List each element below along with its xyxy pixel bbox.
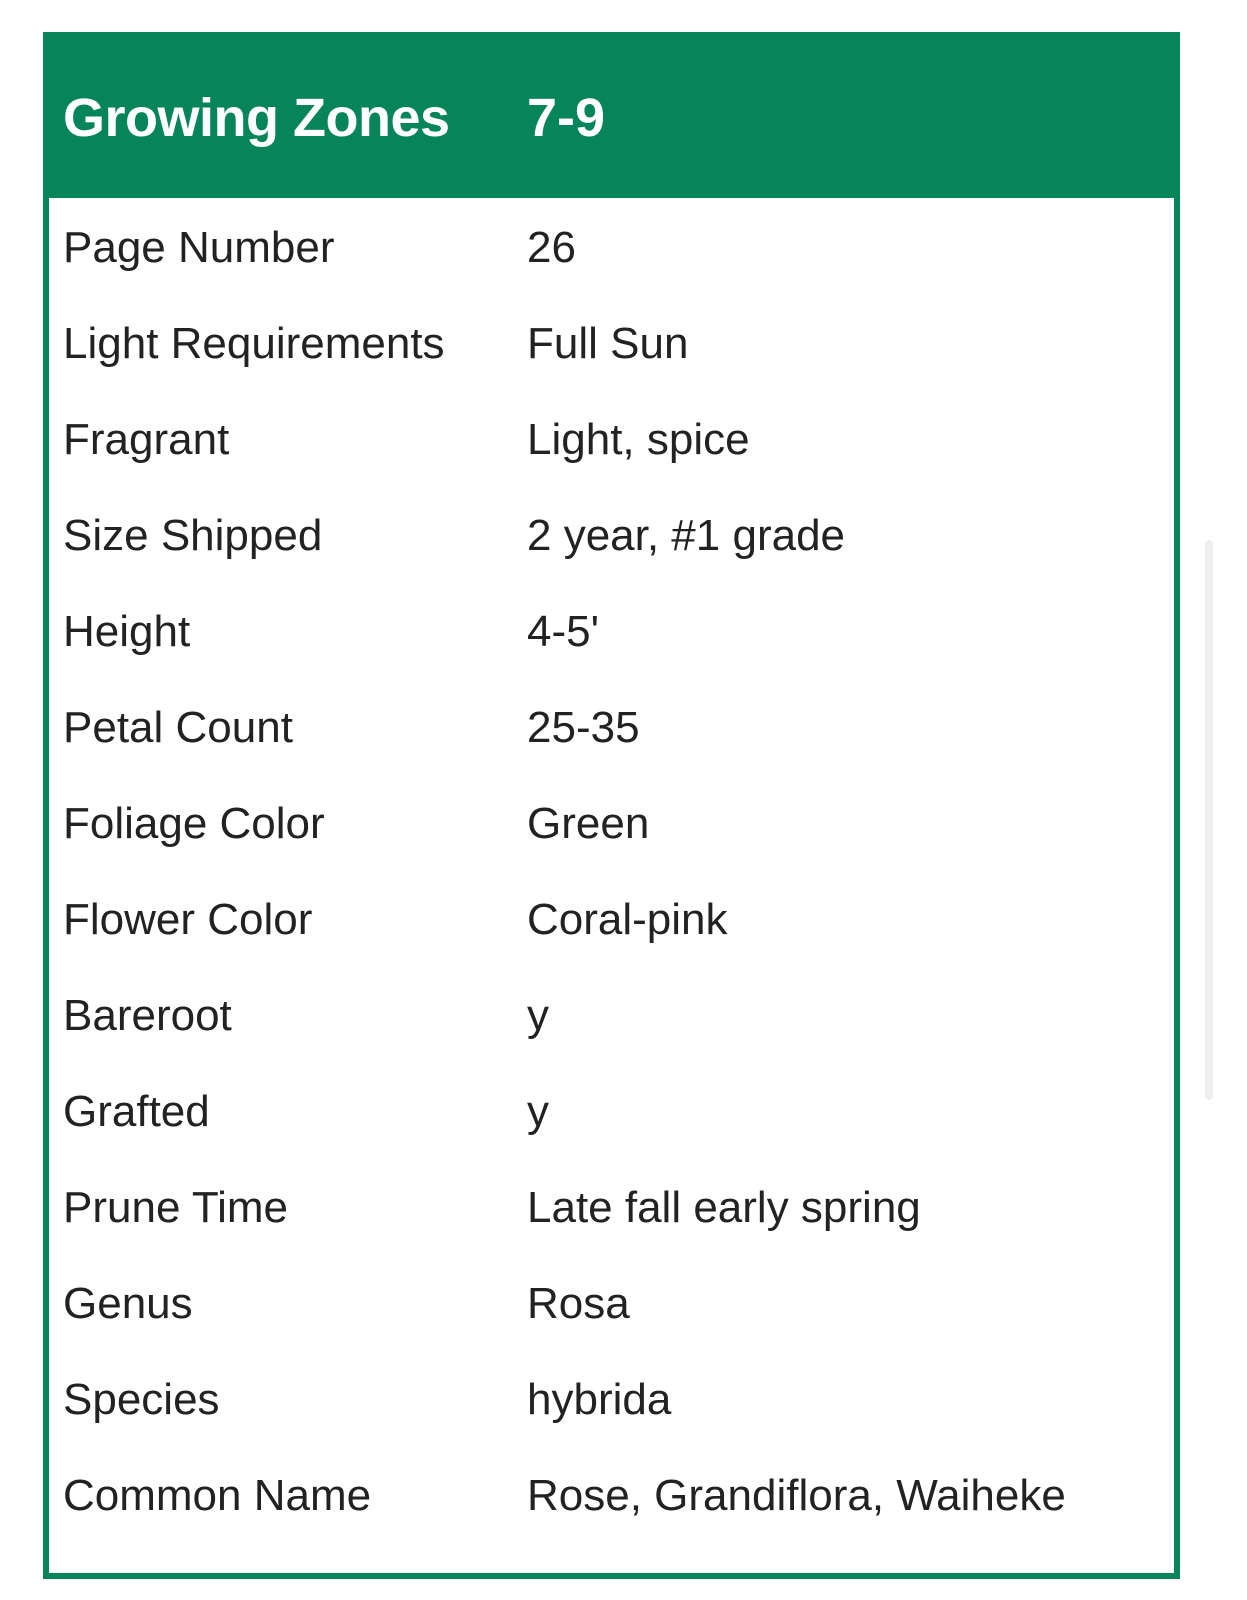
spec-label: Size Shipped	[63, 511, 323, 560]
spec-label: Petal Count	[63, 703, 293, 752]
spec-label: Flower Color	[63, 895, 313, 944]
spec-row-page-number	[49, 200, 1174, 296]
spec-value: y	[527, 1087, 549, 1136]
spec-value: Light, spice	[527, 415, 750, 464]
spec-value: 2 year, #1 grade	[527, 511, 846, 560]
spec-value: Late fall early spring	[527, 1183, 921, 1232]
spec-value: Coral-pink	[527, 895, 728, 944]
spec-row-light-requirements	[49, 296, 1174, 392]
spec-label: Bareroot	[63, 991, 232, 1040]
spec-value: 4-5'	[527, 607, 599, 656]
spec-header-label: Growing Zones	[63, 88, 450, 148]
spec-row-height	[49, 584, 1174, 680]
spec-label: Page Number	[63, 223, 335, 272]
spec-rows	[49, 198, 1174, 1544]
spec-value: Rose, Grandiflora, Waiheke	[527, 1471, 1066, 1520]
spec-label: Species	[63, 1375, 220, 1424]
scrollbar[interactable]	[1205, 540, 1213, 1100]
spec-label: Grafted	[63, 1087, 210, 1136]
spec-header-value: 7-9	[527, 88, 606, 148]
spec-label: Light Requirements	[63, 319, 445, 368]
spec-value: Full Sun	[527, 319, 689, 368]
spec-row-species	[49, 1352, 1174, 1448]
spec-row-foliage-color	[49, 776, 1174, 872]
spec-row-fragrant	[49, 392, 1174, 488]
spec-value: Green	[527, 799, 650, 848]
spec-header-row	[49, 38, 1174, 198]
spec-value: 25-35	[527, 703, 640, 752]
spec-label: Common Name	[63, 1471, 372, 1520]
spec-label: Height	[63, 607, 191, 656]
spec-value: hybrida	[527, 1375, 672, 1424]
spec-value: Rosa	[527, 1279, 630, 1328]
spec-row-petal-count	[49, 680, 1174, 776]
spec-row-bareroot	[49, 968, 1174, 1064]
spec-row-prune-time	[49, 1160, 1174, 1256]
product-spec-table	[43, 32, 1180, 1579]
spec-row-genus	[49, 1256, 1174, 1352]
spec-value: y	[527, 991, 549, 1040]
spec-row-size-shipped	[49, 488, 1174, 584]
spec-value: 26	[527, 223, 576, 272]
spec-label: Prune Time	[63, 1183, 288, 1232]
spec-label: Fragrant	[63, 415, 230, 464]
spec-label: Foliage Color	[63, 799, 325, 848]
spec-row-flower-color	[49, 872, 1174, 968]
spec-label: Genus	[63, 1279, 193, 1328]
spec-row-grafted	[49, 1064, 1174, 1160]
spec-row-common-name	[49, 1448, 1174, 1544]
